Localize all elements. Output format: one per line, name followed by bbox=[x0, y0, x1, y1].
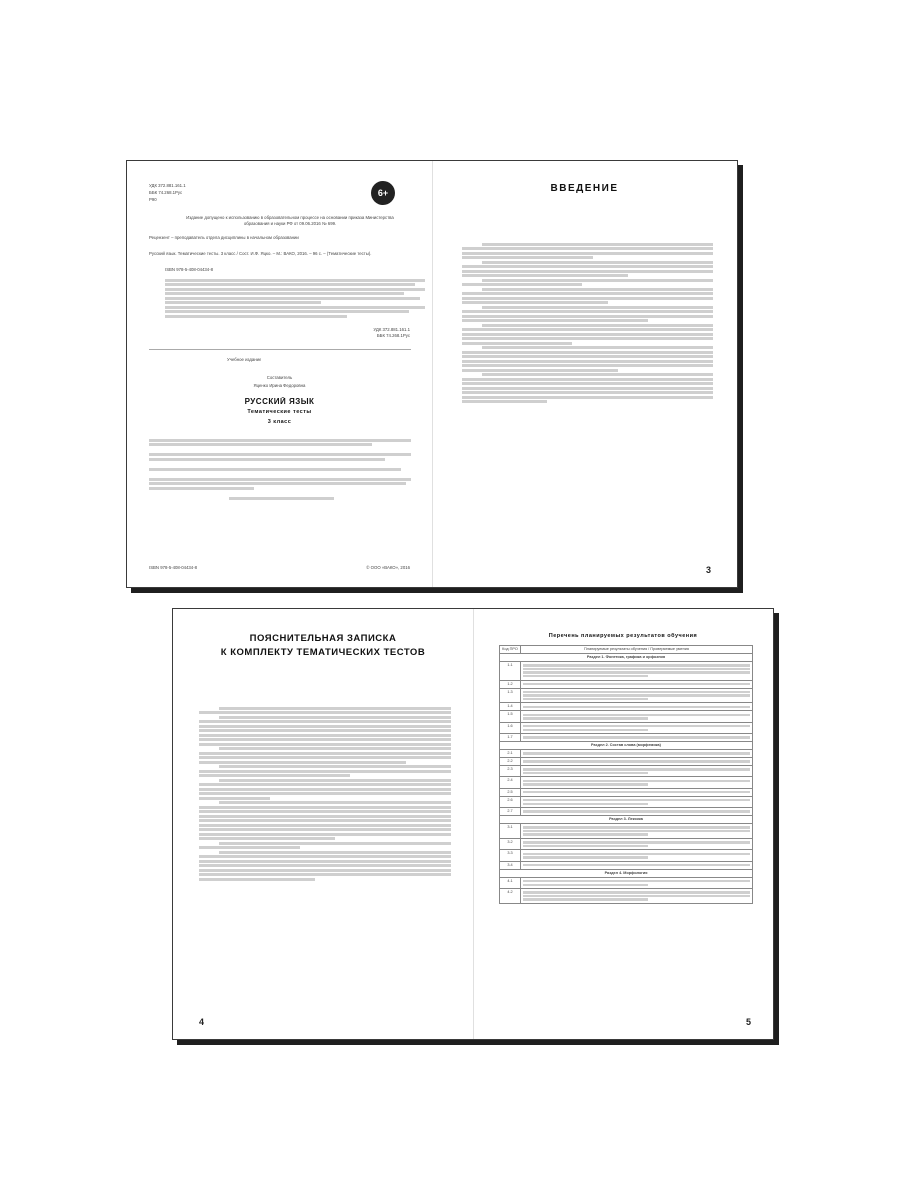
page-number: 5 bbox=[745, 1017, 751, 1027]
result-code: 2.7 bbox=[500, 808, 521, 816]
result-code: 1.3 bbox=[500, 688, 521, 703]
result-description bbox=[521, 808, 753, 816]
note-heading-line2: К КОМПЛЕКТУ ТЕМАТИЧЕСКИХ ТЕСТОВ bbox=[220, 647, 426, 658]
bbk-code: ББК 74.268.1Рус bbox=[149, 190, 183, 195]
book-subtitle: Тематические тесты bbox=[247, 409, 312, 415]
section-title: Раздел 1. Фонетика, графика и орфоэпия bbox=[500, 654, 753, 662]
bibliographic-record: Русский язык. Тематические тесты. 3 класс / Сост. И.Ф. Яцко. – М.: ВАКО, 2016. – 96 с. – (Тематические тесты). bbox=[149, 251, 372, 256]
publisher-details bbox=[149, 437, 411, 501]
result-description bbox=[521, 824, 753, 839]
result-code: 2.5 bbox=[500, 788, 521, 796]
result-code: 3.4 bbox=[500, 861, 521, 869]
result-description bbox=[521, 662, 753, 681]
result-description bbox=[521, 839, 753, 850]
result-description bbox=[521, 722, 753, 733]
result-description bbox=[521, 889, 753, 904]
result-description bbox=[521, 750, 753, 758]
explanatory-note-body bbox=[199, 705, 451, 882]
section-title: Раздел 3. Лексика bbox=[500, 816, 753, 824]
result-description bbox=[521, 861, 753, 869]
table-row bbox=[500, 850, 753, 861]
grade: 3 класс bbox=[267, 419, 292, 425]
note-heading-line1: ПОЯСНИТЕЛЬНАЯ ЗАПИСКА bbox=[249, 633, 397, 644]
table-title: Перечень планируемых результатов обучения bbox=[548, 633, 698, 639]
table-section-row bbox=[500, 654, 753, 662]
column-header-results: Планируемые результаты обучения / Проверяемые умения bbox=[521, 646, 753, 654]
result-code: 2.2 bbox=[500, 758, 521, 766]
result-code: 2.1 bbox=[500, 750, 521, 758]
result-description bbox=[521, 877, 753, 888]
udk-code-repeat: УДК 372.881.161.1 bbox=[373, 327, 410, 332]
results-table bbox=[499, 645, 753, 904]
column-header-code: Код ПРО bbox=[500, 646, 521, 654]
footer-copyright: © ООО «ВАКО», 2016 bbox=[366, 564, 410, 570]
table-row bbox=[500, 750, 753, 758]
result-code: 1.7 bbox=[500, 734, 521, 742]
result-code: 2.6 bbox=[500, 796, 521, 807]
result-description bbox=[521, 766, 753, 777]
edition-type: Учебное издание bbox=[227, 357, 262, 362]
results-table-page bbox=[473, 609, 773, 1039]
result-code: 2.3 bbox=[500, 766, 521, 777]
page-number: 3 bbox=[705, 565, 711, 575]
result-description bbox=[521, 711, 753, 722]
annotation-block bbox=[165, 277, 425, 319]
explanatory-note-page bbox=[173, 609, 473, 1039]
result-code: 1.2 bbox=[500, 680, 521, 688]
result-code: 4.2 bbox=[500, 889, 521, 904]
table-row bbox=[500, 777, 753, 788]
bottom-book-spread bbox=[172, 608, 774, 1040]
table-section-row bbox=[500, 816, 753, 824]
table-row bbox=[500, 766, 753, 777]
result-code: 1.1 bbox=[500, 662, 521, 681]
result-code: 4.1 bbox=[500, 877, 521, 888]
table-row bbox=[500, 889, 753, 904]
compiler-name: Яценко Ирина Федоровна bbox=[253, 383, 306, 388]
result-code: 1.4 bbox=[500, 703, 521, 711]
page-number: 4 bbox=[199, 1017, 205, 1027]
result-code: 1.6 bbox=[500, 722, 521, 733]
footer-isbn: ISBN 978-5-408-04434-8 bbox=[149, 564, 198, 570]
table-row bbox=[500, 861, 753, 869]
result-description bbox=[521, 680, 753, 688]
result-description bbox=[521, 850, 753, 861]
section-title: Раздел 2. Состав слова (морфемика) bbox=[500, 742, 753, 750]
result-code: 3.1 bbox=[500, 824, 521, 839]
table-row bbox=[500, 796, 753, 807]
table-row bbox=[500, 703, 753, 711]
result-description bbox=[521, 734, 753, 742]
result-code: 3.3 bbox=[500, 850, 521, 861]
result-description bbox=[521, 796, 753, 807]
result-description bbox=[521, 688, 753, 703]
table-row bbox=[500, 680, 753, 688]
introduction-heading: ВВЕДЕНИЕ bbox=[550, 183, 619, 194]
divider bbox=[149, 349, 411, 350]
book-title: РУССКИЙ ЯЗЫК bbox=[244, 397, 315, 406]
imprint-page bbox=[127, 161, 432, 587]
compiler-label: Составитель bbox=[266, 375, 293, 380]
result-description bbox=[521, 788, 753, 796]
introduction-body bbox=[462, 241, 713, 405]
result-description bbox=[521, 777, 753, 788]
approval-note: Издание допущено к использованию в образовательном процессе на основании приказа Министерства образования и науки РФ от 09.06.2016 № 699. bbox=[186, 215, 394, 227]
table-row bbox=[500, 808, 753, 816]
result-description bbox=[521, 758, 753, 766]
table-row bbox=[500, 824, 753, 839]
bbk-code-repeat: ББК 74.268.1Рус bbox=[376, 333, 410, 338]
author-mark: Р90 bbox=[149, 197, 157, 202]
udk-code: УДК 372.881.161.1 bbox=[149, 183, 186, 188]
isbn-line: ISBN 978-5-408-04434-8 bbox=[165, 267, 214, 272]
table-row bbox=[500, 877, 753, 888]
age-rating-badge: 6+ bbox=[371, 181, 395, 205]
table-row bbox=[500, 734, 753, 742]
table-row bbox=[500, 788, 753, 796]
reviewer-line: Рецензент – преподаватель отдела дисциплины в начальном образовании bbox=[149, 235, 299, 240]
table-row bbox=[500, 662, 753, 681]
table-section-row bbox=[500, 742, 753, 750]
introduction-page bbox=[432, 161, 737, 587]
table-row bbox=[500, 688, 753, 703]
result-code: 2.4 bbox=[500, 777, 521, 788]
table-row bbox=[500, 711, 753, 722]
result-code: 1.5 bbox=[500, 711, 521, 722]
table-section-row bbox=[500, 869, 753, 877]
table-row bbox=[500, 722, 753, 733]
table-row bbox=[500, 839, 753, 850]
section-title: Раздел 4. Морфология bbox=[500, 869, 753, 877]
top-book-spread bbox=[126, 160, 738, 588]
result-code: 3.2 bbox=[500, 839, 521, 850]
table-header-row bbox=[500, 646, 753, 654]
table-row bbox=[500, 758, 753, 766]
result-description bbox=[521, 703, 753, 711]
